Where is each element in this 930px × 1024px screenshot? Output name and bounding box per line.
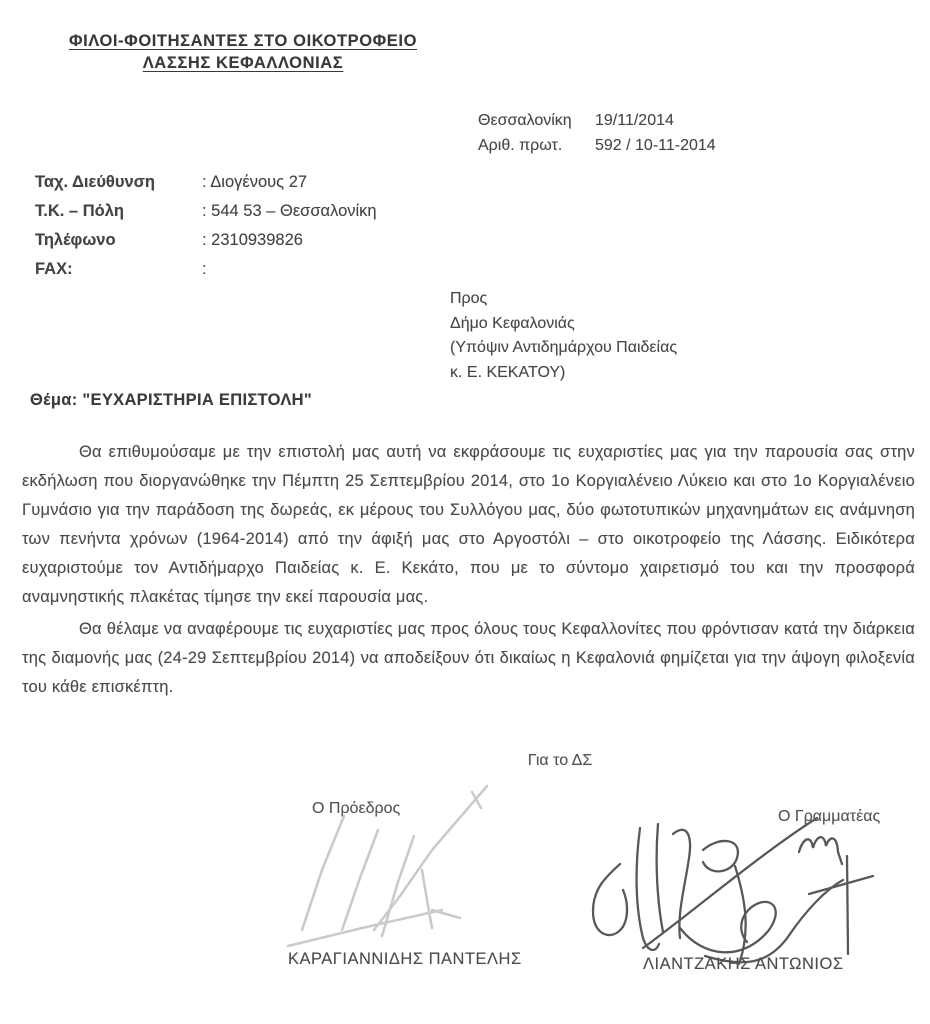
postal-label: Τ.Κ. – Πόλη: [35, 202, 124, 220]
president-signature: [282, 778, 502, 953]
to-label: Προς: [450, 290, 488, 307]
sender-contact-block: [35, 168, 377, 284]
phone-value: : 2310939826: [202, 231, 303, 249]
recipient-line-person: κ. Ε. ΚΕΚΑΤΟΥ): [450, 363, 566, 381]
letterhead: [48, 30, 438, 74]
for-the-board-label: Για το ΔΣ: [527, 752, 593, 769]
sender-row-phone: [35, 226, 377, 255]
city-date-row: [478, 108, 716, 133]
recipient-line-municipality: Δήμο Κεφαλονιάς: [450, 314, 575, 332]
body-paragraph-2: Θα θέλαμε να αναφέρουμε τις ευχαριστίες μας προς όλους τους Κεφαλλονίτες που φρόντισαν κατά την διάρκεια της διαμονής μας (24-29 Σεπτεμβρίου 2014) να αποδείξουν ότι δικαίως η Κεφαλονιά φημίζεται για την άψογη φιλοξενία του κάθε επισκέπτη.: [22, 620, 915, 696]
secretary-name: ΛΙΑΝΤΖΑΚΗΣ ΑΝΤΩΝΙΟΣ: [643, 955, 844, 973]
phone-label: Τηλέφωνο: [35, 231, 116, 249]
fax-value: :: [202, 260, 207, 278]
subject-value: "ΕΥΧΑΡΙΣΤΗΡΙΑ ΕΠΙΣΤΟΛΗ": [82, 391, 312, 409]
address-value: : Διογένους 27: [202, 173, 308, 191]
subject-label: Θέμα:: [30, 391, 78, 409]
address-label: Ταχ. Διεύθυνση: [35, 173, 155, 191]
date-protocol-block: [478, 108, 716, 158]
organization-name-line1: ΦΙΛΟΙ-ΦΟΙΤΗΣΑΝΤΕΣ ΣΤΟ ΟΙΚΟΤΡΟΦΕΙΟ: [68, 32, 418, 50]
postal-value: : 544 53 – Θεσσαλονίκη: [202, 202, 377, 220]
subject-line: [30, 391, 312, 410]
letter-date: 19/11/2014: [595, 112, 674, 129]
protocol-row: [478, 133, 716, 158]
fax-label: FAX:: [35, 260, 73, 278]
protocol-number: 592 / 10-11-2014: [595, 137, 716, 154]
sender-row-fax: [35, 255, 377, 284]
secretary-title: Ο Γραμματέας: [778, 808, 881, 825]
recipient-line-attention: (Υπόψιν Αντιδημάρχου Παιδείας: [450, 339, 678, 356]
organization-name-line2: ΛΑΣΣΗΣ ΚΕΦΑΛΛΟΝΙΑΣ: [142, 54, 344, 72]
president-name: ΚΑΡΑΓΙΑΝΝΙΔΗΣ ΠΑΝΤΕΛΗΣ: [288, 950, 522, 968]
secretary-signature: [585, 806, 885, 971]
president-title: Ο Πρόεδρος: [312, 800, 401, 817]
protocol-label: Αριθ. πρωτ.: [478, 137, 563, 154]
body-paragraph-1: Θα επιθυμούσαμε με την επιστολή μας αυτή να εκφράσουμε τις ευχαριστίες μας για την παρουσία σας στην εκδήλωση που διοργανώθηκε την Πέμπτη 25 Σεπτεμβρίου 2014, στο 1ο Κοργιαλένειο Λύκειο και στο 1ο Κοργιαλένειο Γυμνάσιο για την παράδοση της δωρεάς, εκ μέρους του Συλλόγου μας, δύο φωτοτυπικών μηχανημάτων εις ανάμνηση των πενήντα χρόνων (1964-2014) από την άφιξή μας στο Αργοστόλι – στο οικοτροφείο της Λάσσης. Ειδικότερα ευχαριστούμε τον Αντιδήμαρχο Παιδείας κ. Ε. Κεκάτο, που με το σύντομο χαιρετισμό του και την προσφορά αναμνηστικής πλακέτας τίμησε την εκεί παρουσία μας.: [22, 443, 915, 606]
city-label: Θεσσαλονίκη: [478, 112, 572, 129]
sender-row-address: [35, 168, 377, 197]
recipient-block: [450, 287, 677, 385]
sender-row-postal: [35, 197, 377, 226]
